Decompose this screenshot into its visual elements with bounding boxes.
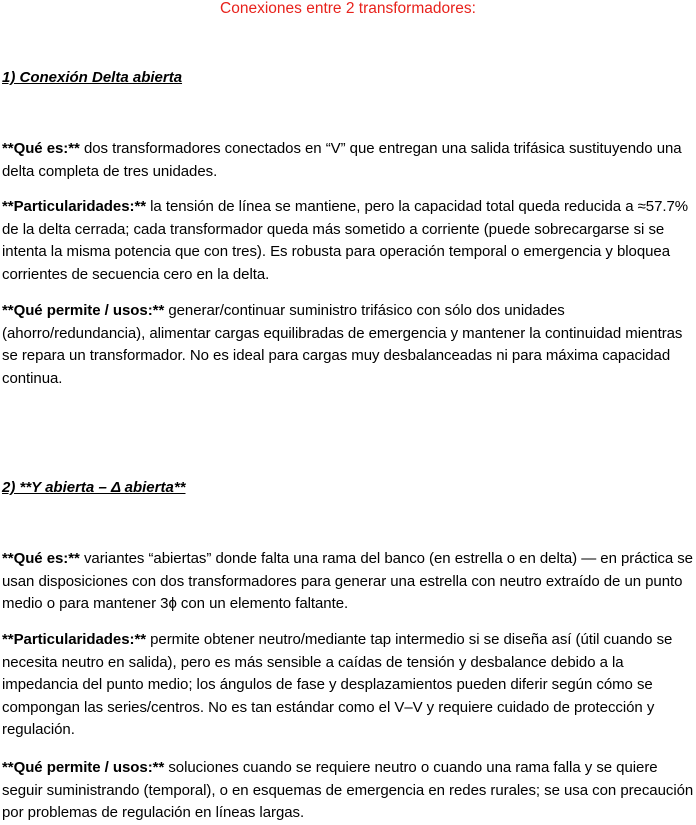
paragraph-particularidades-2 <box>2 629 694 742</box>
paragraph-text: dos transformadores conectados en “V” que entregan una salida trifásica sustituyendo una delta completa de tres unidades. <box>2 140 682 180</box>
paragraph-text: permite obtener neutro/mediante tap intermedio si se diseña así (útil cuando se necesita neutro en salida), pero es más sensible a caídas de tensión y desbalance debido a la impedancia del punto medio; los ángulos de fase y desplazamientos pueden diferir según cómo se compongan las series/centros. No es tan estándar como el V–V y requiere cuidado de protección y regulación. <box>2 631 673 738</box>
paragraph-lead: **Qué permite / usos:** <box>2 302 165 319</box>
paragraph-usos-1 <box>2 300 694 390</box>
paragraph-text: generar/continuar suministro trifásico con sólo dos unidades (ahorro/redundancia), alimentar cargas equilibradas de emergencia y mantener la continuidad mientras se repara un transformador. No es ideal para cargas muy desbalanceadas ni para máxima capacidad continua. <box>2 302 683 387</box>
paragraph-lead: **Qué es:** <box>2 140 80 157</box>
paragraph-que-es-1 <box>2 138 694 183</box>
paragraph-lead: **Qué es:** <box>2 550 80 567</box>
section-heading-delta-abierta: 1) Conexión Delta abierta <box>2 69 183 86</box>
paragraph-usos-2 <box>2 757 694 825</box>
paragraph-que-es-2 <box>2 548 694 616</box>
paragraph-text: soluciones cuando se requiere neutro o cuando una rama falla y se quiere seguir suministrando (temporal), o en esquemas de emergencia en redes rurales; se usa con precaución por problemas de regulación en líneas largas. <box>2 759 694 821</box>
paragraph-particularidades-1 <box>2 196 694 286</box>
paragraph-text: variantes “abiertas” donde falta una rama del banco (en estrella o en delta) — en práctica se usan disposiciones con dos transformadores para generar una estrella con neutro extraído de un punto medio o para mantener 3ϕ con un elemento faltante. <box>2 550 693 612</box>
paragraph-lead: **Qué permite / usos:** <box>2 759 165 776</box>
document-title: Conexiones entre 2 transformadores: <box>220 0 476 17</box>
paragraph-lead: **Particularidades:** <box>2 631 147 648</box>
paragraph-lead: **Particularidades:** <box>2 198 147 215</box>
section-heading-y-abierta: 2) **Y abierta – Δ abierta** <box>2 479 186 496</box>
paragraph-text: la tensión de línea se mantiene, pero la capacidad total queda reducida a ≈57.7% de la delta cerrada; cada transformador queda más sometido a corriente (puede sobrecargarse si se intenta la misma potencia que con tres). Es robusta para operación temporal o emergencia y bloquea corrientes de secuencia cero en la delta. <box>2 198 689 283</box>
